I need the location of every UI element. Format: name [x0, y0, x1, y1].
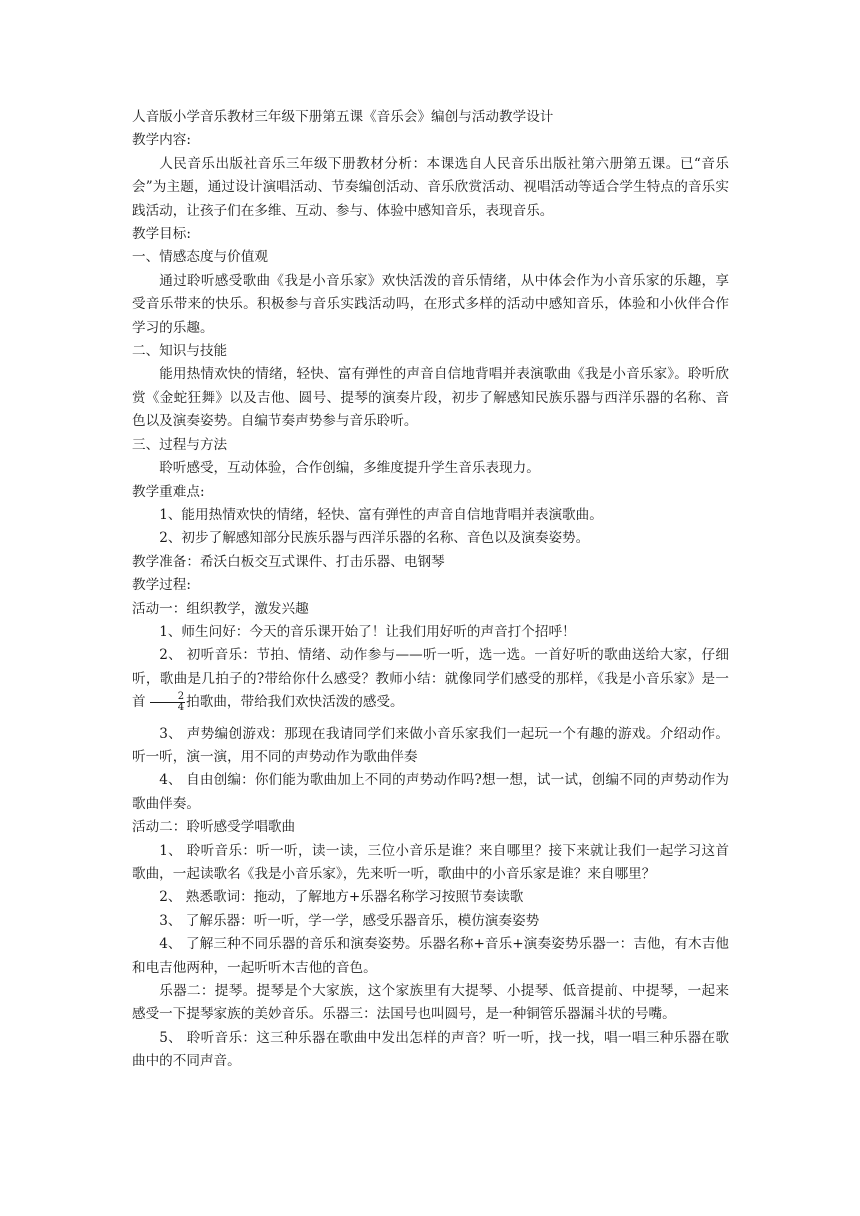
goal1-paragraph: 通过聆听感受歌曲《我是小音乐家》欢快活泼的音乐情绪，从中体会作为小音乐家的乐趣，享受音乐带来的快乐。积极参与音乐实践活动吗，在形式多样的活动中感知音乐，体验和小伙伴合作学习的乐趣。 — [132, 272, 729, 336]
goals-heading: 教学目标: — [132, 226, 191, 243]
goal1-heading: 一、情感态度与价值观 — [132, 249, 268, 266]
activity2-step5: 5、 聆听音乐：这三种乐器在歌曲中发出怎样的声音？听一听，找一找，唱一唱三种乐器在歌曲中的不同声音。 — [132, 1029, 729, 1070]
goal2-paragraph: 能用热情欢快的情绪，轻快、富有弹性的声音自信地背唱并表演歌曲《我是小音乐家》。聆听欣赏《金蛇狂舞》以及吉他、圆号、提琴的演奏片段，初步了解感知民族乐器与西洋乐器的名称、音色以及演奏姿势。自编节奏声势参与音乐聆听。 — [132, 366, 729, 430]
activity2-heading: 活动二：聆听感受学唱歌曲 — [132, 819, 296, 836]
key-point-1: 1、能用热情欢快的情绪，轻快、富有弹性的声音自信地背唱并表演歌曲。 — [159, 506, 603, 523]
activity1-step1: 1、师生问好：今天的音乐课开始了！让我们用好听的声音打个招呼！ — [159, 623, 576, 640]
activity2-step4: 4、 了解三种不同乐器的音乐和演奏姿势。乐器名称+音乐+演奏姿势乐器一：吉他，有木吉他和电吉他两种，一起听听木吉他的音色。 — [132, 936, 729, 976]
time-signature — [150, 692, 186, 713]
time-signature-numerator: 2 — [150, 692, 186, 703]
goal3-paragraph: 聆听感受，互动体验，合作创编，多维度提升学生音乐表现力。 — [159, 460, 540, 477]
activity1-step2 — [132, 644, 729, 714]
key-points-heading: 教学重难点: — [132, 483, 205, 500]
activity2-step2: 2、 熟悉歌词：拖动，了解地方+乐器名称学习按照节奏读歌 — [159, 889, 524, 906]
activity2-instruments: 乐器二：提琴。提琴是个大家族，这个家族里有大提琴、小提琴、低音提前、中提琴，一起来感受一下提琴家族的美妙音乐。乐器三：法国号也叫圆号，是一种铜管乐器漏斗状的号嘴。 — [132, 983, 729, 1023]
process-heading: 教学过程: — [132, 577, 191, 594]
activity1-heading: 活动一：组织教学，激发兴趣 — [132, 600, 309, 617]
document-page — [132, 106, 729, 1074]
goal2-heading: 二、知识与技能 — [132, 343, 228, 360]
activity1-step2-end: 拍歌曲，带给我们欢快活泼的感受。 — [186, 694, 404, 711]
activity1-step4: 4、 自由创编：你们能为歌曲加上不同的声势动作吗?想一想，试一试，创编不同的声势动作为歌曲伴奏。 — [132, 772, 729, 812]
activity1-step2-text: 2、 初听音乐：节拍、情绪、动作参与——听一听，选一选。一首好听的歌曲送给大家，仔细听，歌曲是几拍子的?带给你什么感受？教师小结：就像同学们感受的那样，《我是小音乐家》是一首 — [132, 647, 729, 711]
preparation-line: 教学准备：希沃白板交互式课件、打击乐器、电钢琴 — [132, 553, 445, 570]
activity2-step1: 1、 聆听音乐：听一听，读一读，三位小音乐是谁？来自哪里？接下来就让我们一起学习这首歌曲，一起读歌名《我是小音乐家》，先来听一听，歌曲中的小音乐家是谁？来自哪里？ — [132, 842, 729, 882]
goal3-heading: 三、过程与方法 — [132, 436, 228, 453]
activity2-step3: 3、 了解乐器：听一听，学一学，感受乐器音乐，模仿演奏姿势 — [159, 912, 540, 929]
time-signature-denominator: 4 — [177, 702, 185, 714]
content-heading: 教学内容: — [132, 132, 191, 149]
activity1-step3: 3、 声势编创游戏：那现在我请同学们来做小音乐家我们一起玩一个有趣的游戏。介绍动作。听一听，演一演，用不同的声势动作为歌曲伴奏 — [132, 725, 729, 765]
document-title: 人音版小学音乐教材三年级下册第五课《音乐会》编创与活动教学设计 — [132, 109, 554, 125]
content-paragraph: 人民音乐出版社音乐三年级下册教材分析：本课选自人民音乐出版社第六册第五课。已“音乐会”为主题，通过设计演唱活动、节奏编创活动、音乐欣赏活动、视唱活动等适合学生特点的音乐实践活动，让孩子们在多维、互动、参与、体验中感知音乐，表现音乐。 — [132, 155, 729, 219]
key-point-2: 2、初步了解感知部分民族乐器与西洋乐器的名称、音色以及演奏姿势。 — [159, 530, 590, 547]
